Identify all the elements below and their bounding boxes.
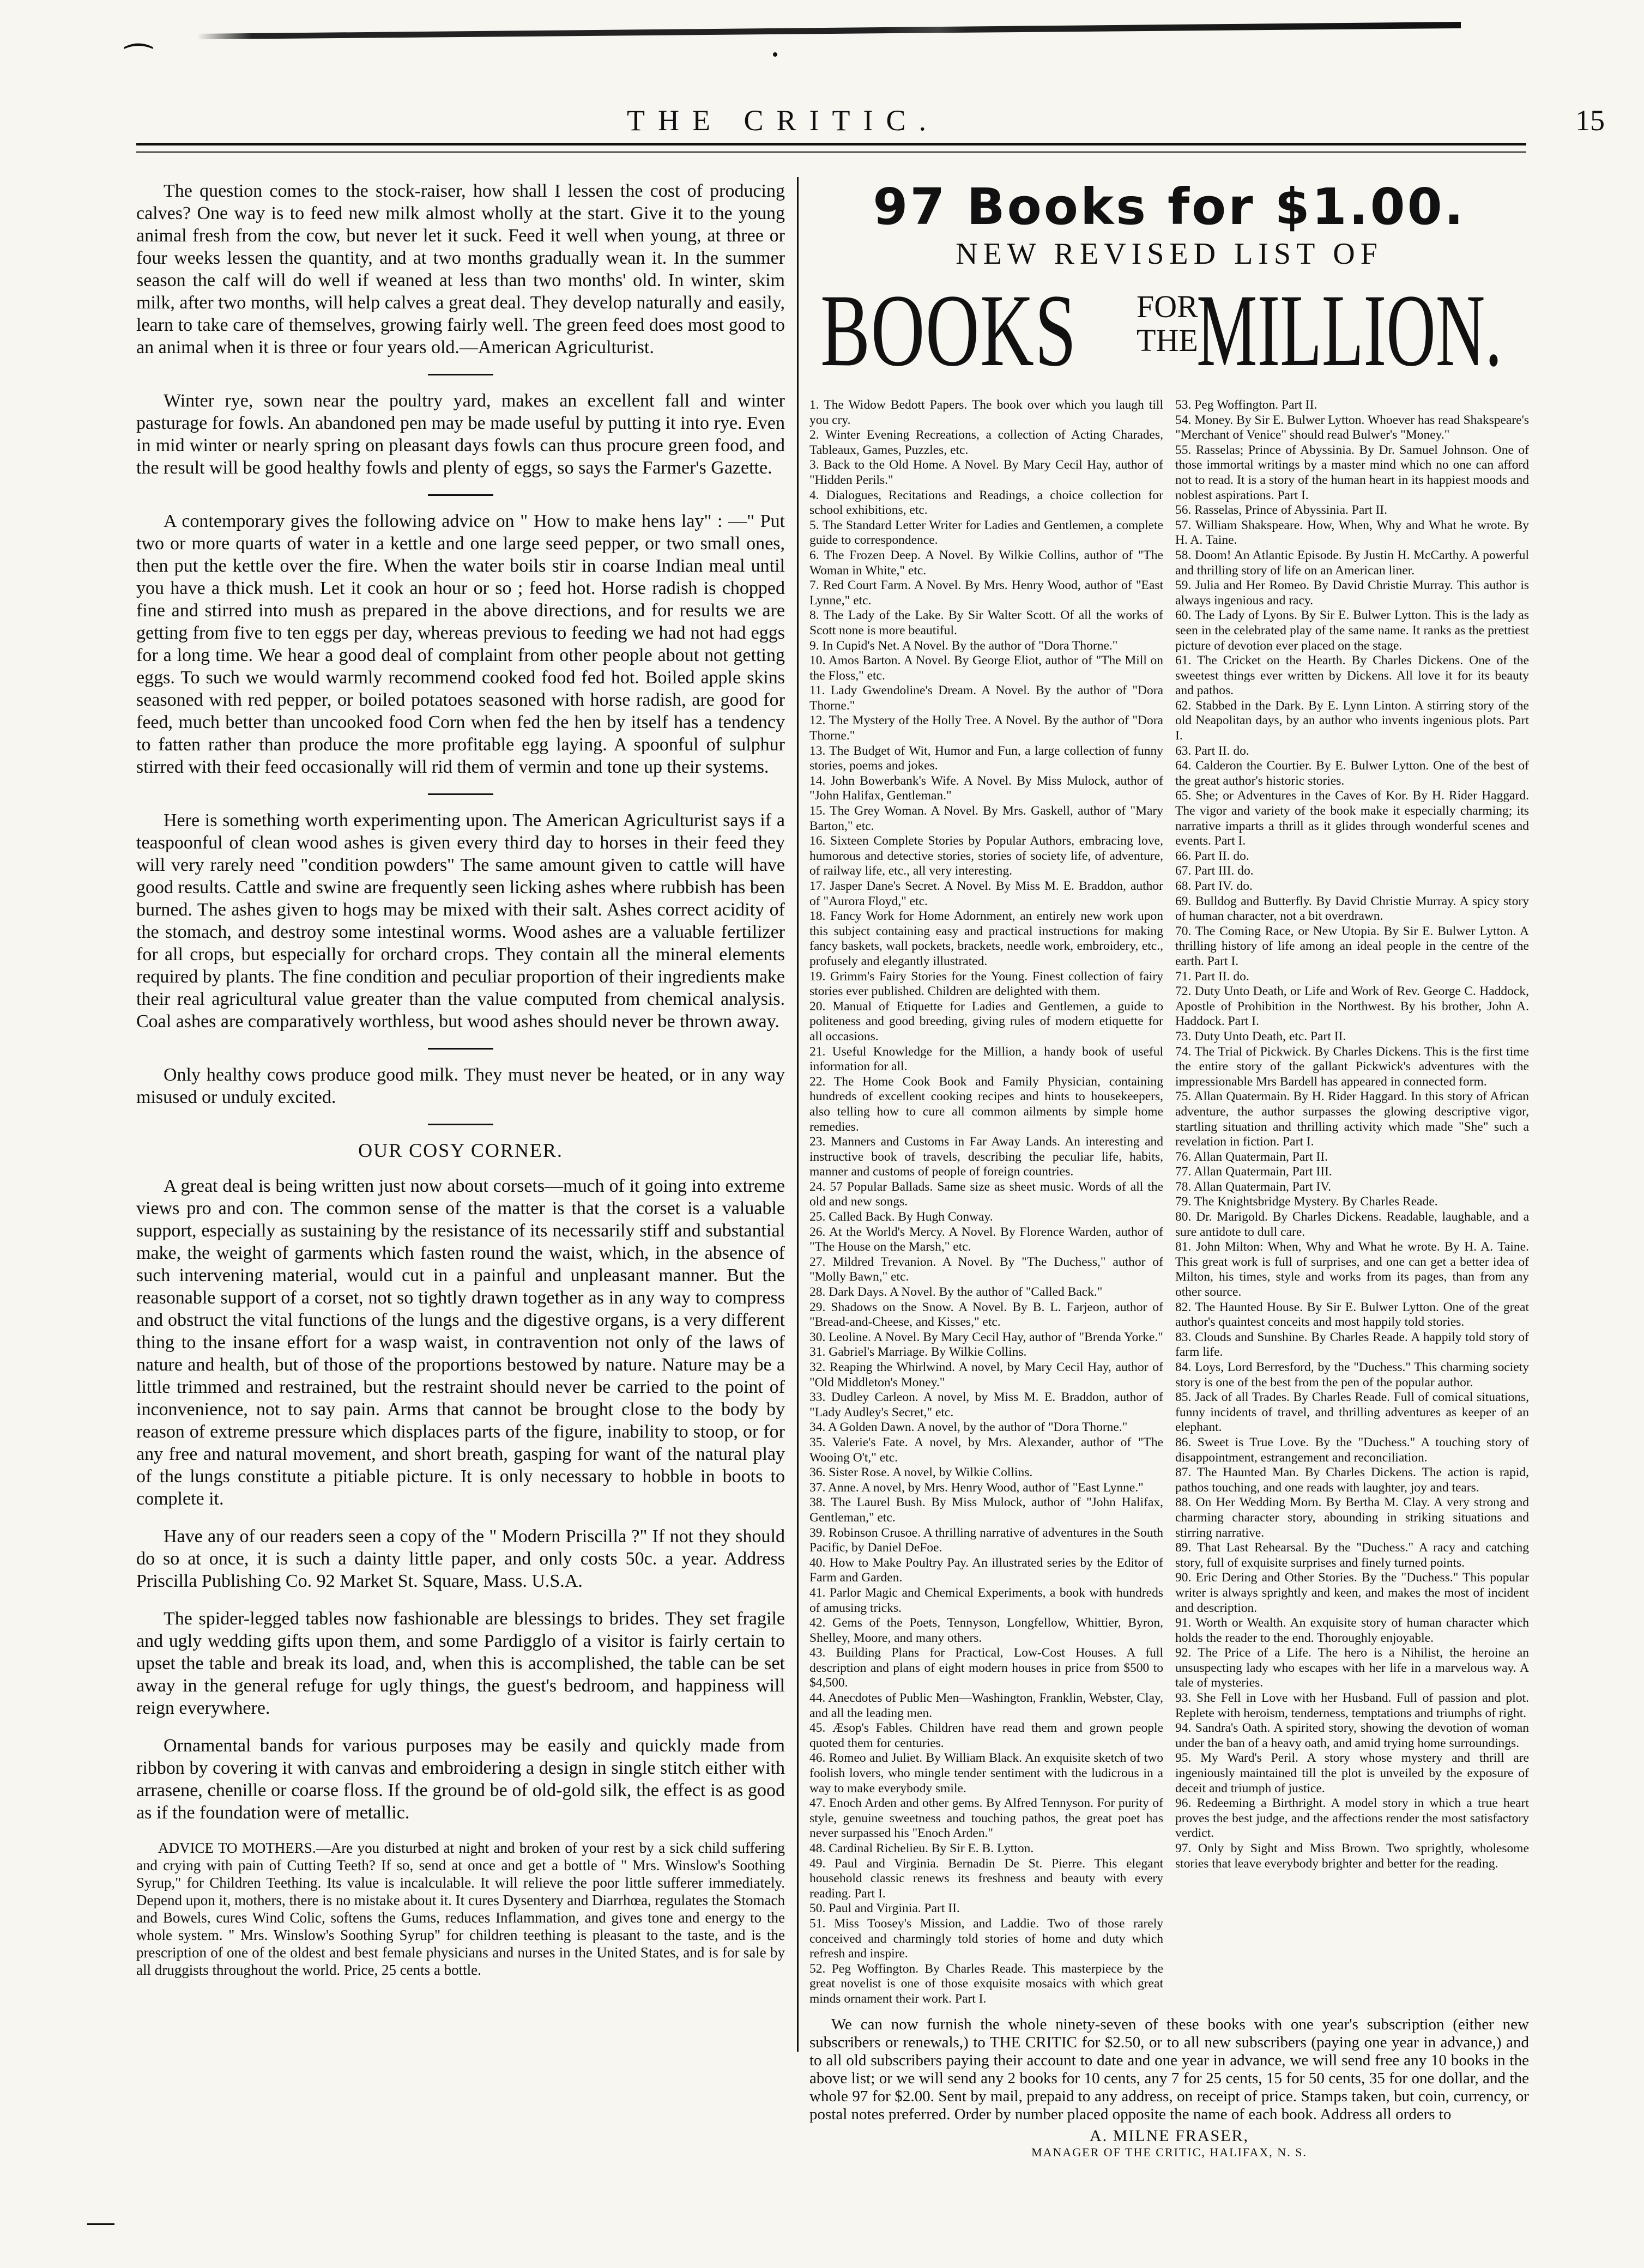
book-list-item: 29. Shadows on the Snow. A Novel. By B. L. Farjeon, author of "Bread-and-Cheese, and Kisses," etc. xyxy=(809,1300,1163,1330)
book-list-item: 76. Allan Quatermain, Part II. xyxy=(1175,1149,1328,1164)
book-list-item: 4. Dialogues, Recitations and Readings, a choice collection for school exhibitions, etc. xyxy=(809,488,1163,518)
book-list-item: 92. The Price of a Life. The hero is a Nihilist, the heroine an unsuspecting lady who escapes with her life in a marvelous way. A tale of mysteries. xyxy=(1175,1646,1529,1690)
book-list-item: 79. The Knightsbridge Mystery. By Charles Reade. xyxy=(1175,1194,1438,1209)
book-list-item: 89. That Last Rehearsal. By the "Duchess." A racy and catching story, full of exquisite surprises and finely turned points. xyxy=(1175,1541,1529,1570)
page-number: 15 xyxy=(1575,104,1605,137)
advertisement-winslow: ADVICE TO MOTHERS.—Are you disturbed at night and broken of your rest by a sick child suffering and crying with pain of Cutting Teeth? If so, send at once and get a bottle of " Mrs. Winslow's Soothing Syrup," for Children Teething. Its value is incalculable. It will relieve the poor little sufferer immediately. Depend upon it, mothers, there is no mistake about it. It cures Dysentery and Diarrhœa, regulates the Stomach and Bowels, cures Wind Colic, softens the Gums, reduces Inflammation, and gives tone and energy to the whole system. " Mrs. Winslow's Soothing Syrup" for children teething is pleasant to the taste, and is the prescription of one of the oldest and best female physicians and nurses in the United States, and is for sale by all druggists throughout the world. Price, 25 cents a bottle. xyxy=(136,1840,785,1978)
right-column-advertisement xyxy=(809,180,1529,2160)
article-spider-tables: The spider-legged tables now fashionable are blessings to brides. They set fragile and ugly wedding gifts upon them, and some Pardigglo of a visitor is fairly certain to upset the table and break its load, and, when this is accomplished, the table can be set away in the general refuge for ugly things, the guest's bedroom, and happiness will reign everywhere. xyxy=(136,1609,785,1718)
banner-for-the: FOR THE xyxy=(1137,289,1198,358)
article-calves: The question comes to the stock-raiser, how shall I lessen the cost of producing calves? One way is to feed new milk almost wholly at the start. Give it to the young animal fresh from the cow, but never let it suck. Feed it well when young, at three or four weeks lessen the quantity, and at two months gradually wean it. In the summer season the calf will do well if weaned at less than two months' old. In winter, skim milk, after two months, will help calves a great deal. They develop naturally and easily, learn to take care of themselves, growing fairly well. The green feed does most good to an animal when it is three or four years old.—American Agriculturist. xyxy=(136,181,785,357)
book-list-item: 36. Sister Rose. A novel, by Wilkie Collins. xyxy=(809,1465,1033,1480)
book-list-item: 41. Parlor Magic and Chemical Experiments, a book with hundreds of amusing tricks. xyxy=(809,1585,1163,1615)
article-ornamental-bands: Ornamental bands for various purposes may be easily and quickly made from ribbon by covering it with canvas and embroidering a design in single stitch either with arrasene, chenille or coarse floss. If the ground be of old-gold silk, the effect is as good as if the foundation were of metallic. xyxy=(136,1736,785,1823)
scan-artifact-streak xyxy=(87,22,1461,40)
book-list-item: 81. John Milton: When, Why and What he wrote. By H. A. Taine. This great work is full of surprises, and one can get a better idea of Milton, his times, style and works from its pages, than from any other source. xyxy=(1175,1240,1529,1300)
book-list-item: 27. Mildred Trevanion. A Novel. By "The Duchess," author of "Molly Bawn," etc. xyxy=(809,1254,1163,1284)
header-rule-thin xyxy=(136,151,1526,153)
book-list-item: 49. Paul and Virginia. Bernadin De St. Pierre. This elegant household classic renews its freshness and beauty with every reading. Part I. xyxy=(809,1856,1163,1901)
book-list-item: 78. Allan Quatermain, Part IV. xyxy=(1175,1179,1332,1194)
book-list-item: 97. Only by Sight and Miss Brown. Two sprightly, wholesome stories that leave everybody brighter and better for the reading. xyxy=(1175,1841,1529,1871)
book-list-item: 39. Robinson Crusoe. A thrilling narrative of adventures in the South Pacific, by Daniel DeFoe. xyxy=(809,1525,1163,1555)
book-list-item: 93. She Fell in Love with her Husband. Full of passion and plot. Replete with heroism, tenderness, temptations and triumphs of right. xyxy=(1175,1691,1529,1720)
book-list-item: 58. Doom! An Atlantic Episode. By Justin H. McCarthy. A powerful and thrilling story of life on an American liner. xyxy=(1175,548,1529,578)
book-list-item: 54. Money. By Sir E. Bulwer Lytton. Whoever has read Shakspeare's "Merchant of Venice" should read Bulwer's "Money." xyxy=(1175,413,1529,442)
book-list-item: 42. Gems of the Poets, Tennyson, Longfellow, Whittier, Byron, Shelley, Moore, and many others. xyxy=(809,1616,1163,1645)
book-list-item: 56. Rasselas, Prince of Abyssinia. Part II. xyxy=(1175,503,1388,518)
separator xyxy=(428,1048,493,1050)
book-list-item: 65. She; or Adventures in the Caves of Kor. By H. Rider Haggard. The vigor and variety of the book make it especially charming; its narrative imparts a thrill as it glides through wonderful scenes and events. Part I. xyxy=(1175,789,1529,848)
book-list-item: 63. Part II. do. xyxy=(1175,743,1249,758)
book-list-item: 40. How to Make Poultry Pay. An illustrated series by the Editor of Farm and Garden. xyxy=(809,1555,1163,1585)
book-list-item: 61. The Cricket on the Hearth. By Charles Dickens. One of the sweetest things ever written by Dickens. All love it for its beauty and pathos. xyxy=(1175,653,1529,698)
book-list-item: 21. Useful Knowledge for the Million, a handy book of useful information for all. xyxy=(809,1044,1163,1074)
article-healthy-cows: Only healthy cows produce good milk. They must never be heated, or in any way misused or unduly excited. xyxy=(136,1065,785,1107)
book-list-item: 57. William Shakspeare. How, When, Why and What he wrote. By H. A. Taine. xyxy=(1175,518,1529,548)
ad-headline: 97 Books for $1.00. xyxy=(873,178,1466,236)
book-list-item: 18. Fancy Work for Home Adornment, an entirely new work upon this subject containing easy and practical instructions for making fancy baskets, wall pockets, brackets, needle work, embroidery, etc., profusely and elegantly illustrated. xyxy=(809,909,1163,968)
book-list-item: 11. Lady Gwendoline's Dream. A Novel. By the author of "Dora Thorne." xyxy=(809,683,1163,713)
book-list-item: 48. Cardinal Richelieu. By Sir E. B. Lytton. xyxy=(809,1841,1034,1855)
book-list-item: 14. John Bowerbank's Wife. A Novel. By Miss Mulock, author of "John Halifax, Gentleman." xyxy=(809,773,1163,803)
book-list-item: 82. The Haunted House. By Sir E. Bulwer Lytton. One of the great author's quaintest conceits and most happily told stories. xyxy=(1175,1300,1529,1330)
book-list-item: 30. Leoline. A Novel. By Mary Cecil Hay, author of "Brenda Yorke." xyxy=(809,1330,1163,1344)
column-divider xyxy=(797,177,799,2052)
book-list-item: 84. Loys, Lord Berresford, by the "Duchess." This charming society story is one of the best from the pen of the popular author. xyxy=(1175,1360,1529,1390)
book-list-item: 55. Rasselas; Prince of Abyssinia. By Dr. Samuel Johnson. One of those immortal writings by a master mind which no one can afford not to read. It is a story of the human heart in its happiest moods and noblest aspirations. Part I. xyxy=(1175,442,1529,502)
section-title: OUR COSY CORNER. xyxy=(358,1139,563,1161)
book-list-item: 15. The Grey Woman. A Novel. By Mrs. Gaskell, author of "Mary Barton," etc. xyxy=(809,804,1163,833)
scan-mark: ⁀ xyxy=(125,45,152,81)
book-list-item: 83. Clouds and Sunshine. By Charles Reade. A happily told story of farm life. xyxy=(1175,1330,1529,1360)
book-list-item: 67. Part III. do. xyxy=(1175,864,1254,878)
book-list-item: 22. The Home Cook Book and Family Physician, containing hundreds of excellent cooking recipes and hints to housekeepers, also telling how to cure all common ailments by simple home remedies. xyxy=(809,1074,1163,1134)
book-list-item: 44. Anecdotes of Public Men—Washington, Franklin, Webster, Clay, and all the leading men. xyxy=(809,1691,1163,1720)
book-list-column-2 xyxy=(1175,398,1529,2007)
book-list-item: 25. Called Back. By Hugh Conway. xyxy=(809,1210,993,1224)
book-list-item: 37. Anne. A novel, by Mrs. Henry Wood, author of "East Lynne." xyxy=(809,1480,1144,1495)
book-list-item: 35. Valerie's Fate. A novel, by Mrs. Alexander, author of "The Wooing O't," etc. xyxy=(809,1435,1163,1465)
book-list-item: 95. My Ward's Peril. A story whose mystery and thrill are ingeniously maintained till the plot is unveiled by the exposure of deceit and triumph of justice. xyxy=(1175,1751,1529,1796)
book-list-item: 47. Enoch Arden and other gems. By Alfred Tennyson. For purity of style, genuine sweetness and touching pathos, the great poet has never surpassed his "Enoch Arden." xyxy=(809,1796,1163,1841)
book-list-item: 70. The Coming Race, or New Utopia. By Sir E. Bulwer Lytton. A thrilling history of life among an ideal people in the centre of the earth. Part I. xyxy=(1175,924,1529,968)
article-corsets: A great deal is being written just now about corsets—much of it going into extreme views pro and con. The common sense of the matter is that the corset is a valuable support, especially as sustaining by the resistance of its necessarily stiff and substantial make, the weight of garments which fasten round the waist, which, in the absence of such intervening material, would cut in a painful and unpleasant manner. But the reasonable support of a corset, not so tightly drawn together as in any way to compress and obstruct the vital functions of the lungs and the digestive organs, is a very different thing to the insane effort for a wasp waist, in contravention not only of the laws of nature and health, but of those of the proportions bestowed by nature. Nature may be a little trimmed and restrained, but the restraint should never be carried to the point of inconvenience, not to say pain. Arms that cannot be brought close to the body by reason of extreme pressure which displaces parts of the figure, inability to stoop, or for any free and natural movement, and short breath, gasping for want of the natural play of the lungs constitute a pitiable picture. It is only necessary to hobble in boots to complete it. xyxy=(136,1176,785,1509)
book-list-item: 8. The Lady of the Lake. By Sir Walter Scott. Of all the works of Scott none is more beautiful. xyxy=(809,608,1163,638)
book-list-item: 90. Eric Dering and Other Stories. By the "Duchess." This popular writer is always sprightly and keen, and makes the most of incident and description. xyxy=(1175,1570,1529,1615)
book-list-item: 60. The Lady of Lyons. By Sir E. Bulwer Lytton. This is the lady as seen in the celebrated play of the same name. It ranks as the prettiest picture of devotion ever placed on the stage. xyxy=(1175,608,1529,653)
book-list-item: 1. The Widow Bedott Papers. The book over which you laugh till you cry. xyxy=(809,398,1163,427)
book-list-item: 16. Sixteen Complete Stories by Popular Authors, embracing love, humorous and detective stories, stories of society life, of adventure, of railway life, etc., all very interesting. xyxy=(809,834,1163,878)
book-list-item: 52. Peg Woffington. By Charles Reade. This masterpiece by the great novelist is one of those exquisite mosaics with which great minds ornament their work. Part I. xyxy=(809,1961,1163,2006)
page-header-title: THE CRITIC. xyxy=(627,104,939,137)
book-list-item: 94. Sandra's Oath. A spirited story, showing the devotion of woman under the ban of a heavy oath, and amid trying home surroundings. xyxy=(1175,1721,1529,1750)
book-list-item: 20. Manual of Etiquette for Ladies and Gentlemen, a guide to politeness and good breeding, giving rules of modern etiquette for all occasions. xyxy=(809,999,1163,1044)
book-list-item: 19. Grimm's Fairy Stories for the Young. Finest collection of fairy stories ever published. Children are delighted with them. xyxy=(809,969,1163,999)
article-hens-lay: A contemporary gives the following advice on " How to make hens lay" : —" Put two or more quarts of water in a kettle and one large seed pepper, or two small ones, then put the kettle over the fire. When the water boils stir in coarse Indian meal until you have a thick mush. Let it cook an hour or so ; feed hot. Horse radish is chopped fine and stirred into mush as prepared in the above directions, and for results we are getting from five to ten eggs per day, whereas previous to feeding we had not had eggs for a long time. We hear a good deal of complaint from other people about not getting eggs. To such we would warmly recommend cooked food fed hot. Boiled apple skins seasoned with red pepper, or boiled potatoes seasoned with horse radish, are good for feed, much better than uncooked food Corn when fed the hen by itself has a tendency to fatten rather than produce the more profitable egg laying. A spoonful of sulphur stirred with their feed occasionally will rid them of vermin and tone up their systems. xyxy=(136,511,785,777)
book-list-item: 62. Stabbed in the Dark. By E. Lynn Linton. A stirring story of the old Neapolitan days, by an author who invents ingenious plots. Part I. xyxy=(1175,698,1529,743)
book-list-item: 33. Dudley Carleon. A novel, by Miss M. E. Braddon, author of "Lady Audley's Secret," etc. xyxy=(809,1390,1163,1420)
book-list-item: 9. In Cupid's Net. A Novel. By the author of "Dora Thorne." xyxy=(809,638,1118,653)
book-list-item: 17. Jasper Dane's Secret. A Novel. By Miss M. E. Braddon, author of "Aurora Floyd," etc. xyxy=(809,879,1163,908)
article-wood-ashes: Here is something worth experimenting upon. The American Agriculturist says if a teaspoonful of clean wood ashes is given every third day to horses in their feed they will very rarely need "condition powders" The same amount given to cattle will have good results. Cattle and swine are frequently seen licking ashes where rubbish has been burned. The ashes given to hogs may be mixed with their salt. Ashes correct acidity of the stomach, and destroy some intestinal worms. Wood ashes are a valuable fertilizer for all crops, but especially for orchard crops. They contain all the mineral elements required by plants. The fine condition and peculiar proportion of their ingredients make their real agricultural value greater than the value computed from chemical analysis. Coal ashes are comparatively worthless, but wood ashes should never be thrown away. xyxy=(136,810,785,1032)
book-list-item: 64. Calderon the Courtier. By E. Bulwer Lytton. One of the best of the great author's historic stories. xyxy=(1175,759,1529,788)
article-priscilla: Have any of our readers seen a copy of the " Modern Priscilla ?" If not they should do so at once, it is such a dainty little paper, and only costs 50c. a year. Address Priscilla Publishing Co. 92 Market St. Square, Mass. U.S.A. xyxy=(136,1526,785,1591)
book-list-item: 77. Allan Quatermain, Part III. xyxy=(1175,1165,1332,1179)
book-list-item: 12. The Mystery of the Holly Tree. A Novel. By the author of "Dora Thorne." xyxy=(809,713,1163,743)
book-list-item: 32. Reaping the Whirlwind. A novel, by Mary Cecil Hay, author of "Old Middleton's Money." xyxy=(809,1360,1163,1390)
left-column xyxy=(136,180,785,1994)
book-list-item: 88. On Her Wedding Morn. By Bertha M. Clay. A very strong and charming character story, abounding in striking situations and stirring narrative. xyxy=(1175,1495,1529,1540)
signature-title: MANAGER OF THE CRITIC, HALIFAX, N. S. xyxy=(1031,2145,1307,2159)
book-list-item: 85. Jack of all Trades. By Charles Reade. Full of comical situations, funny incidents of travel, and thrilling adventures as keeper of an elephant. xyxy=(1175,1390,1529,1435)
book-list-item: 38. The Laurel Bush. By Miss Mulock, author of "John Halifax, Gentleman," etc. xyxy=(809,1495,1163,1525)
book-list-item: 69. Bulldog and Butterfly. By David Christie Murray. A spicy story of human character, not a bit overdrawn. xyxy=(1175,894,1529,924)
book-list-item: 66. Part II. do. xyxy=(1175,848,1249,863)
book-list-item: 68. Part IV. do. xyxy=(1175,879,1253,893)
header-rule xyxy=(136,143,1526,145)
book-list-item: 24. 57 Popular Ballads. Same size as sheet music. Words of all the old and new songs. xyxy=(809,1179,1163,1209)
book-list-item: 87. The Haunted Man. By Charles Dickens. The action is rapid, pathos touching, and one reads with laughter, joy and tears. xyxy=(1175,1465,1529,1495)
book-list-item: 26. At the World's Mercy. A Novel. By Florence Warden, author of "The House on the Marsh," etc. xyxy=(809,1224,1163,1254)
separator xyxy=(428,494,493,496)
book-list-item: 45. Æsop's Fables. Children have read them and grown people quoted them for centuries. xyxy=(809,1721,1163,1750)
book-list-column-1 xyxy=(809,398,1163,2007)
book-list-item: 72. Duty Unto Death, or Life and Work of Rev. George C. Haddock, Apostle of Prohibition in the Northwest. By his brother, John A. Haddock. Part I. xyxy=(1175,984,1529,1029)
book-list-item: 31. Gabriel's Marriage. By Wilkie Collins. xyxy=(809,1345,1027,1360)
book-list-item: 75. Allan Quatermain. By H. Rider Haggard. In this story of African adventure, the author surpasses the glowing descriptive vigor, startling situation and thrilling activity which made "She" such a revelation in fiction. Part I. xyxy=(1175,1089,1529,1149)
book-list-item: 6. The Frozen Deep. A Novel. By Wilkie Collins, author of "The Woman in White," etc. xyxy=(809,548,1163,578)
book-list-item: 7. Red Court Farm. A Novel. By Mrs. Henry Wood, author of "East Lynne," etc. xyxy=(809,578,1163,608)
books-for-million-banner xyxy=(809,274,1529,388)
book-list-item: 23. Manners and Customs in Far Away Lands. An interesting and instructive book of travels, describing the peculiar life, habits, manner and customs of people of foreign countries. xyxy=(809,1135,1163,1179)
book-list-item: 46. Romeo and Juliet. By William Black. An exquisite sketch of two foolish lovers, who mingle tender sentiment with the ludicrous in a way to make everybody smile. xyxy=(809,1751,1163,1796)
book-list-item: 43. Building Plans for Practical, Low-Cost Houses. A full description and plans of eight modern houses in price from $500 to $4,500. xyxy=(809,1646,1163,1690)
book-list-item: 91. Worth or Wealth. An exquisite story of human character which holds the reader to the end. Thoroughly enjoyable. xyxy=(1175,1616,1529,1645)
article-winter-rye: Winter rye, sown near the poultry yard, makes an excellent fall and winter pasturage for fowls. An abandoned pen may be made useful by putting it into rye. Even in mid winter or nearly spring on pleasant days fowls can thus procure green food, and the result will be good healthy fowls and plenty of eggs, so says the Farmer's Gazette. xyxy=(136,391,785,478)
book-list-item: 59. Julia and Her Romeo. By David Christie Murray. This author is always ingenious and racy. xyxy=(1175,578,1529,608)
book-list-item: 51. Miss Toosey's Mission, and Laddie. Two of those rarely conceived and charmingly told stories of home and duty which refresh and inspire. xyxy=(809,1916,1163,1961)
book-list-item: 71. Part II. do. xyxy=(1175,969,1249,984)
separator xyxy=(428,793,493,795)
book-list-item: 50. Paul and Virginia. Part II. xyxy=(809,1901,960,1916)
book-list-item: 10. Amos Barton. A Novel. By George Eliot, author of "The Mill on the Floss," etc. xyxy=(809,653,1163,683)
book-list-item: 13. The Budget of Wit, Humor and Fun, a large collection of funny stories, poems and jokes. xyxy=(809,743,1163,773)
scan-dot xyxy=(773,52,777,57)
book-list-item: 28. Dark Days. A Novel. By the author of "Called Back." xyxy=(809,1285,1103,1300)
book-list-item: 53. Peg Woffington. Part II. xyxy=(1175,398,1317,412)
book-list-item: 5. The Standard Letter Writer for Ladies and Gentlemen, a complete guide to correspondence. xyxy=(809,518,1163,548)
banner-million: MILLION. xyxy=(1196,274,1502,388)
book-list-item: 2. Winter Evening Recreations, a collection of Acting Charades, Tableaux, Games, Puzzles, etc. xyxy=(809,428,1163,457)
book-list xyxy=(809,398,1529,2007)
book-list-item: 96. Redeeming a Birthright. A model story in which a true heart proves the best judge, and the affections render the most satisfactory verdict. xyxy=(1175,1796,1529,1841)
book-list-item: 34. A Golden Dawn. A novel, by the author of "Dora Thorne." xyxy=(809,1420,1128,1435)
separator xyxy=(428,1124,493,1125)
book-list-item: 80. Dr. Marigold. By Charles Dickens. Readable, laughable, and a sure antidote to dull care. xyxy=(1175,1210,1529,1239)
subscription-offer: We can now furnish the whole ninety-seven of these books with one year's subscription (either new subscribers or renewals,) to THE CRITIC for $2.50, or to all new subscribers (paying one year in advance,) and to all old subscribers paying their account to date and one year in advance, we will send free any 10 books in the above list; or we will send any 2 books for 10 cents, any 7 for 25 cents, 15 for 50 cents, 35 for one dollar, and the whole 97 for $2.00. Sent by mail, prepaid to any address, on receipt of price. Stamps taken, but coin, currency, or postal notes preferred. Order by number placed opposite the name of each book. Address all orders to xyxy=(809,2015,1529,2123)
signature-name: A. MILNE FRASER, xyxy=(1089,2126,1249,2145)
banner-books: BOOKS xyxy=(820,274,1077,388)
book-list-item: 73. Duty Unto Death, etc. Part II. xyxy=(1175,1029,1346,1044)
scan-mark-bottom xyxy=(87,2223,114,2225)
book-list-item: 3. Back to the Old Home. A Novel. By Mary Cecil Hay, author of "Hidden Perils." xyxy=(809,458,1163,487)
book-list-item: 74. The Trial of Pickwick. By Charles Dickens. This is the first time the entire story of the gallant Pickwick's adventures with the impressionable Mrs Bardell has appeared in connected form. xyxy=(1175,1044,1529,1089)
ad-subheadline: NEW REVISED LIST OF xyxy=(956,237,1383,271)
book-list-item: 86. Sweet is True Love. By the "Duchess." A touching story of disappointment, estrangement and reconciliation. xyxy=(1175,1435,1529,1465)
separator xyxy=(428,374,493,375)
